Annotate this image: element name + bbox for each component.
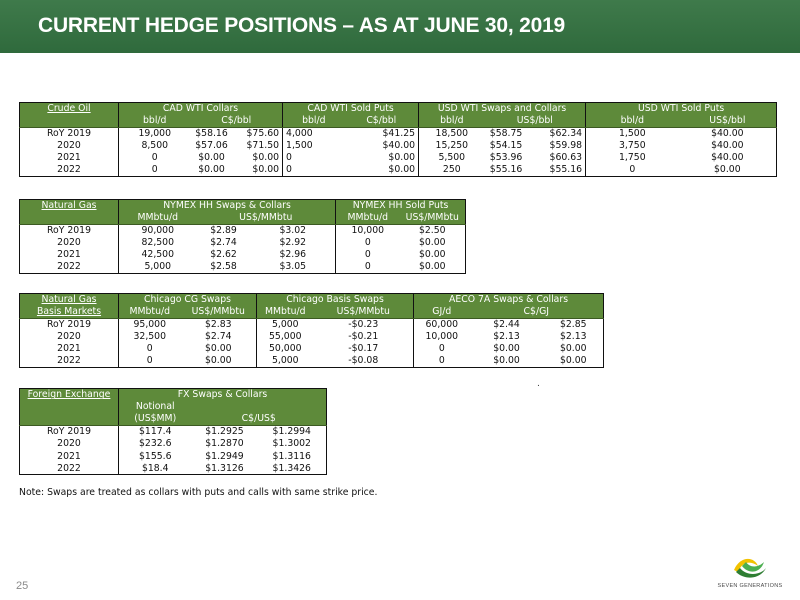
year-cell: RoY 2019: [20, 224, 119, 236]
value-cell: $0.00: [198, 152, 225, 164]
value-cell: -$0.21: [348, 331, 379, 343]
unit-header: Notional: [119, 401, 192, 413]
unit-spacer: [20, 413, 119, 425]
value-cell: 10,000: [414, 330, 470, 342]
value-cell: 5,500: [419, 152, 485, 164]
value-cell: $57.06: [195, 140, 228, 152]
unit-header: US$/MMbtu: [197, 212, 336, 224]
natural-gas-label: Natural Gas: [20, 294, 119, 306]
value-cell: $1.3116: [258, 450, 327, 462]
value-cell: $0.00: [679, 164, 777, 176]
group-chicago-basis-swaps: Chicago Basis Swaps: [257, 294, 414, 306]
table-row: [20, 462, 327, 474]
value-cell: $3.05: [251, 261, 336, 273]
unit-header: C$/bbl: [345, 115, 419, 127]
value-cell: $0.00: [204, 343, 232, 355]
table-row: [20, 261, 466, 273]
logo-text: SEVEN GENERATIONS: [717, 583, 783, 589]
value-cell: $60.63: [549, 152, 583, 164]
value-cell: $0.00: [470, 355, 544, 367]
value-cell: 0: [336, 236, 400, 248]
group-usd-wti-sold-puts: USD WTI Sold Puts: [586, 103, 777, 115]
unit-header: US$/bbl: [679, 115, 777, 127]
unit-header: MMbtu/d: [119, 306, 181, 318]
value-cell: $18.4: [119, 462, 192, 474]
table-row: [20, 224, 466, 236]
value-cell: 10,000: [336, 224, 400, 236]
value-cell: $1.3002: [258, 438, 327, 450]
year-cell: 2021: [20, 249, 119, 261]
value-cell: $75.60: [246, 127, 280, 139]
value-cell: 8,500: [119, 139, 191, 151]
year-cell: 2020: [20, 438, 119, 450]
table-row: [20, 139, 777, 151]
value-cell: $0.00: [400, 236, 466, 248]
value-cell: $62.34: [549, 127, 583, 139]
value-cell: $40.00: [679, 127, 777, 139]
group-nymex-hh-swaps-collars: NYMEX HH Swaps & Collars: [119, 200, 336, 212]
value-cell: 0: [336, 249, 400, 261]
value-cell: $2.96: [279, 249, 307, 261]
page-number: 25: [16, 580, 29, 592]
value-cell: $2.89: [210, 224, 237, 236]
value-cell: $2.13: [493, 331, 520, 343]
year-cell: 2022: [20, 261, 119, 273]
table-row: [20, 355, 604, 367]
value-cell: 1,500: [586, 127, 679, 139]
crude-oil-table: [19, 102, 777, 177]
seven-generations-swirl-logo-icon: [714, 552, 786, 584]
unit-spacer: [20, 115, 119, 127]
value-cell: $1.2870: [205, 438, 244, 450]
year-cell: 2021: [20, 343, 119, 355]
value-cell: 19,000: [119, 127, 191, 139]
unit-header: US$/MMbtu: [400, 212, 466, 224]
value-cell: $1.2925: [205, 426, 244, 438]
value-cell: $0.00: [181, 355, 257, 367]
value-cell: 82,500: [119, 236, 197, 248]
value-cell: 1,500: [283, 139, 345, 151]
table-row: [20, 152, 777, 164]
unit-header: US$/MMbtu: [314, 306, 414, 318]
group-cad-wti-collars: CAD WTI Collars: [119, 103, 283, 115]
value-cell: $0.00: [388, 152, 416, 164]
year-cell: 2020: [20, 139, 119, 151]
value-cell: $41.25: [382, 127, 416, 139]
natural-gas-nymex-table: [19, 199, 466, 274]
value-cell: 18,500: [419, 127, 485, 139]
value-cell: $0.00: [400, 261, 466, 273]
value-cell: $232.6: [119, 438, 192, 450]
value-cell: $0.00: [252, 152, 280, 164]
year-cell: 2021: [20, 152, 119, 164]
value-cell: $0.00: [191, 164, 233, 176]
table-row: [20, 438, 327, 450]
value-cell: $40.00: [679, 152, 777, 164]
unit-spacer: [20, 401, 119, 413]
unit-header: C$/US$: [192, 413, 327, 425]
table-row: [20, 236, 466, 248]
value-cell: $0.00: [400, 249, 466, 261]
value-cell: 5,000: [257, 318, 314, 330]
company-logo: [714, 552, 786, 596]
group-nymex-hh-sold-puts: NYMEX HH Sold Puts: [336, 200, 466, 212]
value-cell: 50,000: [257, 343, 314, 355]
natural-gas-basis-table: [19, 293, 604, 368]
foreign-exchange-table: [19, 388, 327, 475]
unit-header: US$/MMbtu: [181, 306, 257, 318]
value-cell: 42,500: [119, 249, 197, 261]
unit-header: C$/GJ: [470, 306, 604, 318]
table-row: [20, 343, 604, 355]
value-cell: 0: [119, 343, 181, 355]
value-cell: 250: [419, 164, 485, 176]
value-cell: $40.00: [382, 140, 416, 152]
unit-header: bbl/d: [419, 115, 485, 127]
value-cell: 55,000: [257, 330, 314, 342]
group-fx-swaps-collars: FX Swaps & Collars: [119, 389, 327, 401]
foreign-exchange-label: Foreign Exchange: [20, 389, 119, 401]
value-cell: -$0.08: [314, 355, 414, 367]
unit-header: bbl/d: [586, 115, 679, 127]
unit-header: MMbtu/d: [119, 212, 197, 224]
unit-header: bbl/d: [119, 115, 191, 127]
crude-oil-label: Crude Oil: [20, 103, 119, 115]
value-cell: $1.3126: [192, 462, 258, 474]
value-cell: $2.58: [197, 261, 251, 273]
value-cell: -$0.17: [348, 343, 379, 355]
unit-spacer: [192, 401, 327, 413]
year-cell: 2021: [20, 450, 119, 462]
unit-spacer: [20, 212, 119, 224]
value-cell: $2.92: [279, 237, 307, 249]
value-cell: $0.00: [544, 355, 604, 367]
year-cell: 2020: [20, 236, 119, 248]
value-cell: $2.44: [493, 318, 520, 330]
year-cell: 2020: [20, 330, 119, 342]
value-cell: 0: [119, 164, 191, 176]
value-cell: $58.75: [489, 127, 523, 139]
unit-header: C$/bbl: [191, 115, 283, 127]
value-cell: 32,500: [119, 330, 181, 342]
year-cell: RoY 2019: [20, 425, 119, 437]
basis-markets-label: Basis Markets: [20, 306, 119, 318]
value-cell: $155.6: [119, 450, 192, 462]
value-cell: $1.2949: [205, 450, 244, 462]
group-cad-wti-sold-puts: CAD WTI Sold Puts: [283, 103, 419, 115]
value-cell: 95,000: [119, 318, 181, 330]
table-row: [20, 330, 604, 342]
value-cell: 0: [586, 164, 679, 176]
value-cell: 3,750: [586, 139, 679, 151]
title-bar: [0, 0, 800, 53]
year-cell: 2022: [20, 462, 119, 474]
value-cell: 5,000: [119, 261, 197, 273]
value-cell: $53.96: [489, 152, 523, 164]
value-cell: $55.16: [485, 164, 528, 176]
year-cell: RoY 2019: [20, 318, 119, 330]
value-cell: $2.74: [210, 237, 237, 249]
value-cell: $2.13: [544, 330, 604, 342]
value-cell: 0: [414, 343, 470, 355]
value-cell: 0: [119, 152, 191, 164]
unit-header: MMbtu/d: [336, 212, 400, 224]
value-cell: $2.50: [400, 224, 466, 236]
value-cell: $71.50: [246, 140, 280, 152]
value-cell: 0: [336, 261, 400, 273]
value-cell: 0: [119, 355, 181, 367]
unit-header: bbl/d: [283, 115, 345, 127]
value-cell: 90,000: [119, 224, 197, 236]
value-cell: $117.4: [119, 425, 192, 437]
value-cell: $3.02: [279, 224, 307, 236]
unit-header: (US$MM): [119, 413, 192, 425]
group-usd-wti-swaps-collars: USD WTI Swaps and Collars: [419, 103, 586, 115]
group-chicago-cg-swaps: Chicago CG Swaps: [119, 294, 257, 306]
value-cell: $54.15: [489, 140, 523, 152]
year-cell: RoY 2019: [20, 127, 119, 139]
value-cell: 0: [414, 355, 470, 367]
table-row: [20, 249, 466, 261]
footnote: Note: Swaps are treated as collars with puts and calls with same strike price.: [19, 487, 378, 498]
value-cell: $2.62: [210, 249, 237, 261]
group-aeco-7a-swaps-collars: AECO 7A Swaps & Collars: [414, 294, 604, 306]
value-cell: $40.00: [679, 139, 777, 151]
value-cell: $2.85: [544, 318, 604, 330]
stray-dot: .: [537, 379, 540, 389]
value-cell: $0.00: [493, 343, 520, 355]
page-title: CURRENT HEDGE POSITIONS – AS AT JUNE 30, 2019: [38, 14, 566, 37]
value-cell: $1.3426: [258, 462, 327, 474]
value-cell: 60,000: [414, 318, 470, 330]
table-row: [20, 318, 604, 330]
value-cell: $0.00: [233, 164, 283, 176]
value-cell: -$0.23: [348, 318, 379, 330]
unit-header: GJ/d: [414, 306, 470, 318]
value-cell: 15,250: [419, 139, 485, 151]
value-cell: $1.2994: [258, 425, 327, 437]
year-cell: 2022: [20, 164, 119, 176]
value-cell: $0.00: [345, 164, 419, 176]
value-cell: 5,000: [257, 355, 314, 367]
value-cell: $2.74: [204, 331, 232, 343]
unit-header: US$/bbl: [485, 115, 586, 127]
table-row: [20, 450, 327, 462]
value-cell: 4,000: [283, 127, 345, 139]
value-cell: $55.16: [528, 164, 586, 176]
value-cell: $0.00: [544, 343, 604, 355]
value-cell: 1,750: [586, 152, 679, 164]
value-cell: 0: [283, 164, 345, 176]
value-cell: $2.83: [204, 318, 232, 330]
table-row: [20, 127, 777, 139]
value-cell: 0: [283, 152, 345, 164]
table-row: [20, 425, 327, 437]
year-cell: 2022: [20, 355, 119, 367]
unit-header: MMbtu/d: [257, 306, 314, 318]
value-cell: $59.98: [549, 140, 583, 152]
table-row: [20, 164, 777, 176]
value-cell: $58.16: [195, 127, 228, 139]
natural-gas-label: Natural Gas: [20, 200, 119, 212]
